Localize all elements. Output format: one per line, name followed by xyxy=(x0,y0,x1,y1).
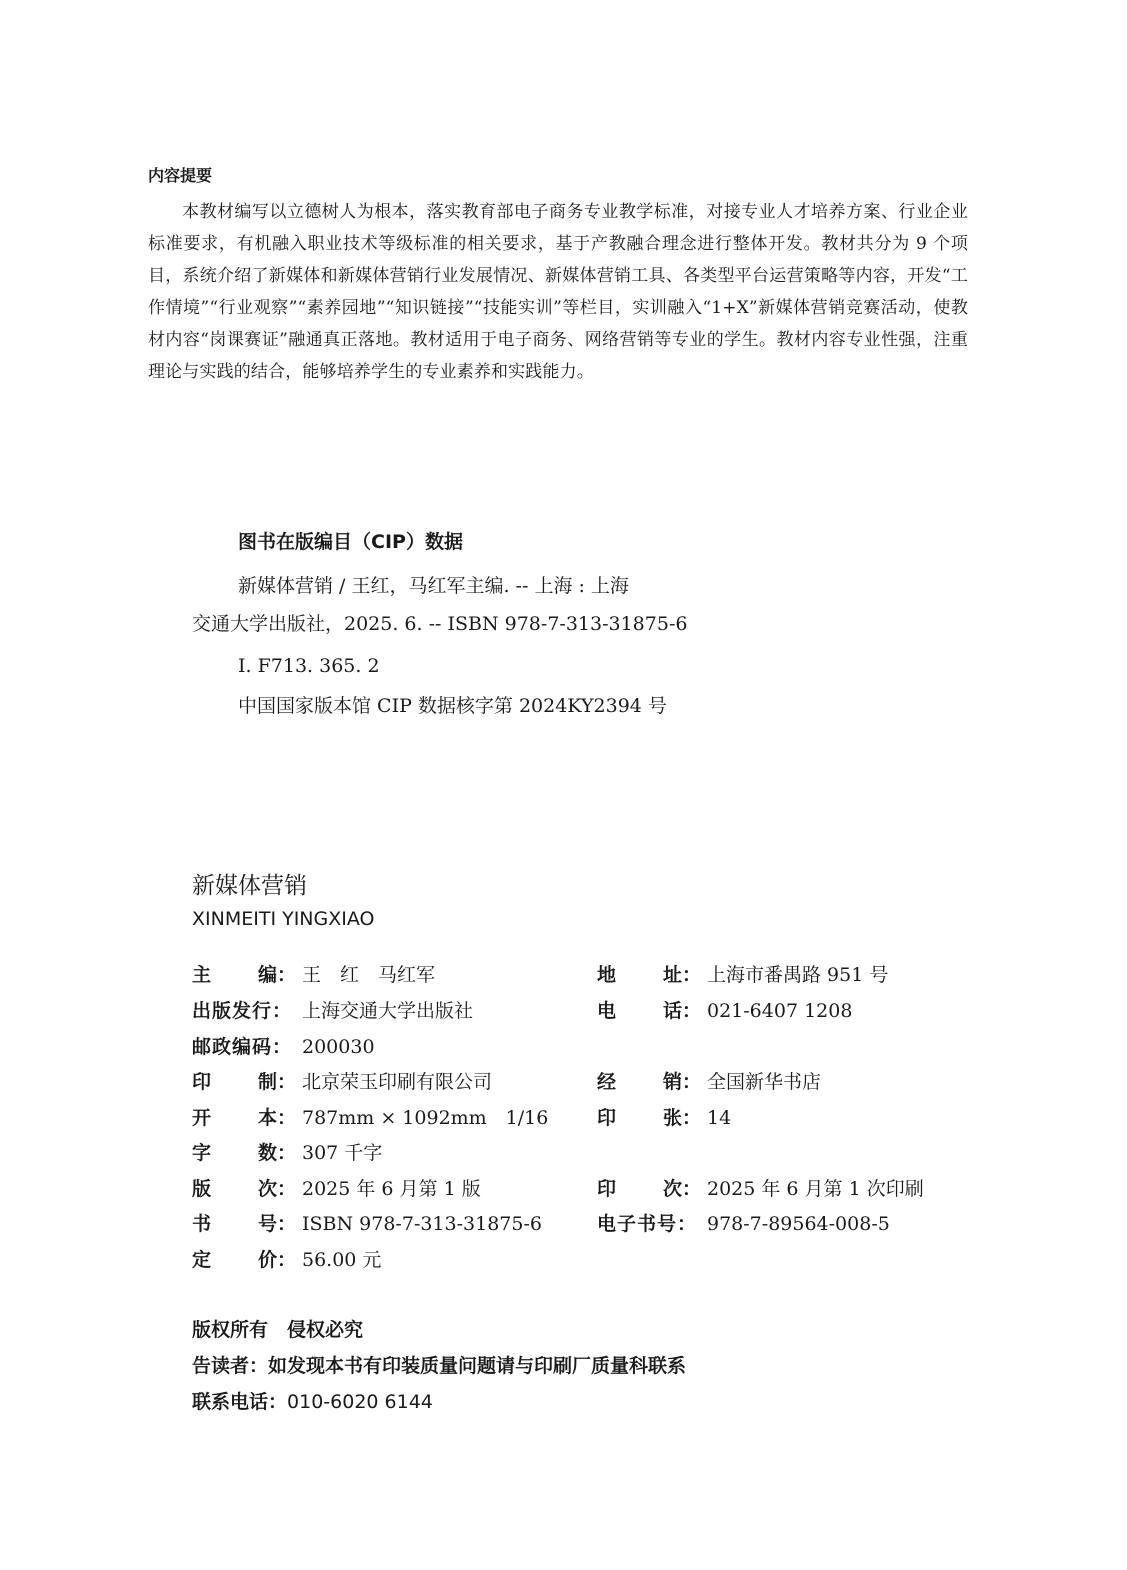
imprint-label xyxy=(192,1103,300,1133)
imprint-value: ISBN 978-7-313-31875-6 xyxy=(302,1213,542,1235)
contact-phone-number: 010-6020 6144 xyxy=(287,1391,433,1413)
contact-phone-label: 联系电话： xyxy=(192,1391,288,1413)
cip-approval-number: 中国国家版本馆 CIP 数据核字第 2024KY2394 号 xyxy=(238,695,667,717)
imprint-value: 全国新华书店 xyxy=(707,1071,822,1093)
imprint-label-part: 电 xyxy=(597,1000,617,1022)
imprint-value: 2025 年 6 月第 1 版 xyxy=(302,1178,481,1200)
book-title-pinyin: XINMEITI YINGXIAO xyxy=(192,908,375,930)
imprint-label-part: 址： xyxy=(663,964,702,986)
imprint-label xyxy=(192,960,300,990)
imprint-label-part: 出版发行： xyxy=(192,1000,293,1022)
imprint-label-part: 号： xyxy=(258,1213,297,1235)
copyright-footer xyxy=(192,1312,686,1420)
imprint-value: 上海市番禺路 951 号 xyxy=(707,964,889,986)
contact-phone xyxy=(192,1384,686,1420)
content-summary xyxy=(148,164,968,388)
imprint-label xyxy=(597,1067,705,1097)
summary-heading: 内容提要 xyxy=(148,166,213,185)
imprint-label-part: 地 xyxy=(597,964,617,986)
imprint-label-part: 印 xyxy=(192,1071,212,1093)
imprint-label-part: 张： xyxy=(663,1107,702,1129)
cip-classification: Ⅰ. F713. 365. 2 xyxy=(238,655,380,677)
imprint-label xyxy=(597,1209,705,1239)
imprint-label-part: 销： xyxy=(663,1071,702,1093)
imprint-label-part: 制： xyxy=(258,1071,297,1093)
imprint-label-part: 价： xyxy=(258,1249,297,1271)
imprint-label xyxy=(597,960,705,990)
cip-line: 新媒体营销 / 王红，马红军主编. -- 上海 : 上海 xyxy=(238,575,629,597)
imprint-label xyxy=(192,1067,300,1097)
imprint-label xyxy=(192,996,300,1026)
imprint-value: 14 xyxy=(707,1107,732,1129)
imprint-label xyxy=(192,1209,300,1239)
cip-heading: 图书在版编目（CIP）数据 xyxy=(238,531,463,553)
imprint-label xyxy=(192,1245,300,1275)
imprint-value: 上海交通大学出版社 xyxy=(302,1000,474,1022)
imprint-label xyxy=(597,996,705,1026)
rights-reserved: 版权所有 侵权必究 xyxy=(192,1319,364,1341)
imprint-value: 2025 年 6 月第 1 次印刷 xyxy=(707,1178,924,1200)
reader-notice-text: 如发现本书有印装质量问题请与印刷厂质量科联系 xyxy=(268,1355,687,1377)
imprint-label-part: 编： xyxy=(258,964,297,986)
reader-notice xyxy=(192,1348,686,1384)
imprint-label xyxy=(597,1103,705,1133)
imprint-label-part: 定 xyxy=(192,1249,212,1271)
book-title: 新媒体营销 xyxy=(192,873,307,899)
imprint-label xyxy=(192,1174,300,1204)
imprint-label-part: 书 xyxy=(192,1213,212,1235)
imprint-value: 王 红 马红军 xyxy=(302,964,436,986)
imprint-label-part: 印 xyxy=(597,1107,617,1129)
summary-body: 本教材编写以立德树人为根本，落实教育部电子商务专业教学标准，对接专业人才培养方案、行业企业标准要求，有机融入职业技术等级标准的相关要求，基于产教融合理念进行整体开发。教材共分为 9 个项目，系统介绍了新媒体和新媒体营销行业发展情况、新媒体营销工具、各类型平台运营策略等内容，开发“工作情境”“行业观察”“素养园地”“知识链接”“技能实训”等栏目，实训融入“1+X”新媒体营销竞赛活动，使教材内容“岗课赛证”融通真正落地。教材适用于电子商务、网络营销等专业的学生。教材内容专业性强，注重理论与实践的结合，能够培养学生的专业素养和实践能力。 xyxy=(148,202,968,382)
imprint-label-part: 邮政编码： xyxy=(192,1036,293,1058)
imprint-value: 787mm × 1092mm 1/16 xyxy=(302,1107,549,1129)
imprint-label-part: 次： xyxy=(663,1178,702,1200)
cip-line: 交通大学出版社，2025. 6. -- ISBN 978-7-313-31875-6 xyxy=(192,613,688,635)
imprint-value: 北京荣玉印刷有限公司 xyxy=(302,1071,493,1093)
imprint-value: 200030 xyxy=(302,1036,375,1058)
imprint-label-part: 本： xyxy=(258,1107,297,1129)
imprint-value: 978-7-89564-008-5 xyxy=(707,1213,890,1235)
imprint-label-part: 经 xyxy=(597,1071,617,1093)
imprint-label-part: 版 xyxy=(192,1178,212,1200)
reader-notice-label: 告读者： xyxy=(192,1355,269,1377)
cip-data-block xyxy=(192,528,952,717)
imprint-value: 307 千字 xyxy=(302,1142,383,1164)
imprint-value: 021-6407 1208 xyxy=(707,1000,853,1022)
imprint-label-part: 主 xyxy=(192,964,212,986)
imprint-value: 56.00 元 xyxy=(302,1249,382,1271)
imprint-label-part: 次： xyxy=(258,1178,297,1200)
imprint-label-part: 开 xyxy=(192,1107,212,1129)
imprint-label-part: 数： xyxy=(258,1142,297,1164)
imprint-label-part: 字 xyxy=(192,1142,212,1164)
imprint-label-part: 话： xyxy=(663,1000,702,1022)
imprint-label-part: 印 xyxy=(597,1178,617,1200)
imprint-label xyxy=(597,1174,705,1204)
imprint-label xyxy=(192,1032,300,1062)
imprint-label-part: 电子书号： xyxy=(597,1213,698,1235)
imprint-label xyxy=(192,1138,300,1168)
